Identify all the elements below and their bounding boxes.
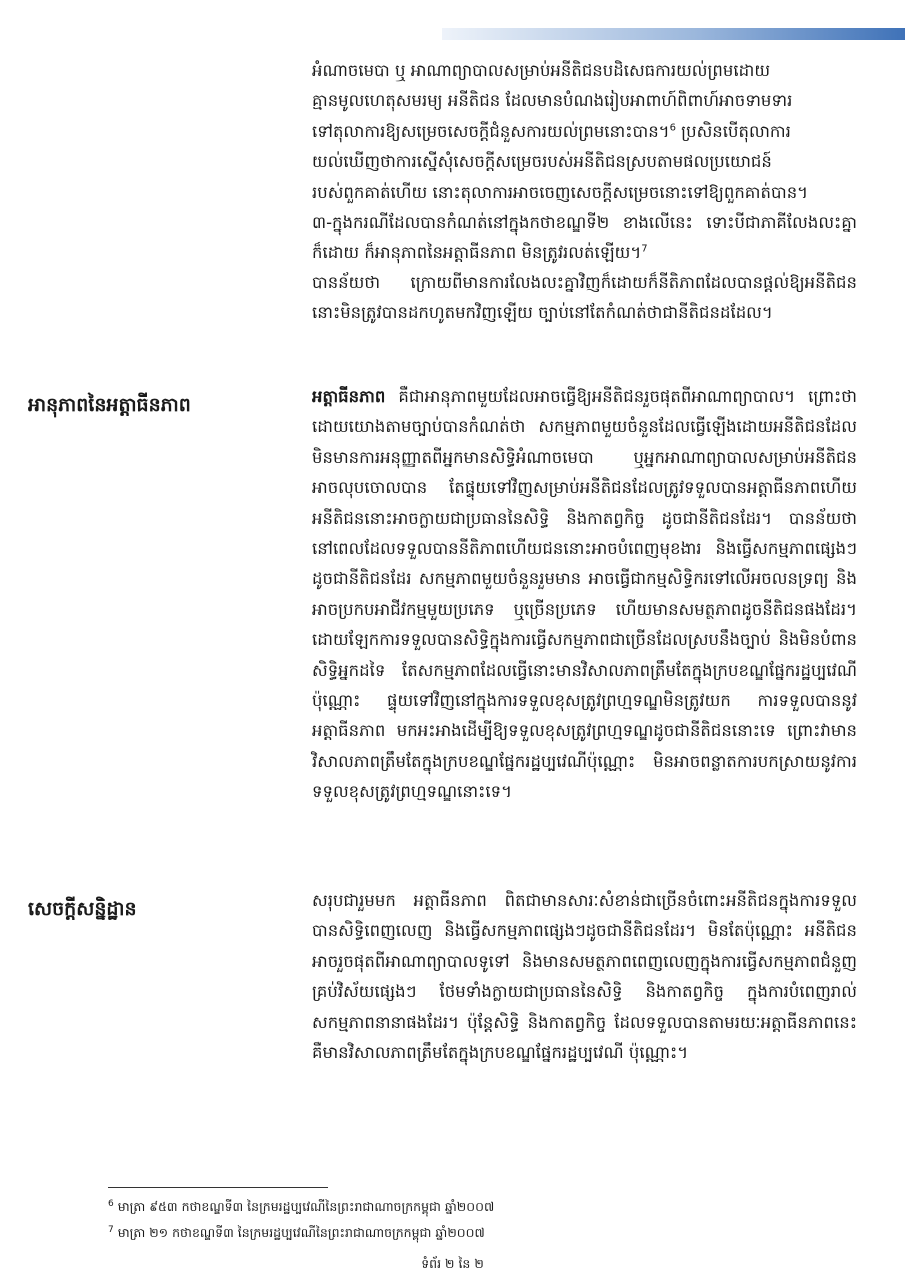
footnote-ref-6[interactable]: 6 bbox=[669, 122, 676, 134]
footnote-divider bbox=[108, 1187, 328, 1188]
intro-paragraph-2: ៣-ក្នុងករណីដែលបានកំណត់នៅក្នុងកថាខណ្ឌទី២ ខាងលើនេះ ទោះបីជាភាគីលែងលះគ្នាក៏ដោយ ក៏អានុភាពនៃអត្តាធីនភាព មិនត្រូវរលត់ឡើយ។$^7$ bbox=[312, 213, 857, 263]
page-number: ទំព័រ ២ នៃ ២ bbox=[421, 1256, 484, 1271]
section-effects-paragraph: អត្តាធីនភាព គឺជាអានុភាពមួយដែលអាចធ្វើឱ្យអនីតិជនរួចផុតពីអាណាព្យាបាល។ ព្រោះថា ដោយយោងតាមច្បាប់បានកំណត់ថា សកម្មភាពមួយចំនួនដែលធ្វើឡើងដោយអនីតិជនដែលមិនមានការអនុញ្ញាតពីអ្នកមានសិទ្ធិអំណាចមេបា ឬអ្នកអាណាព្យាបាលសម្រាប់អនីតិជនអាចលុបចោលបាន តែផ្ទុយទៅវិញសម្រាប់អនីតិជនដែលត្រូវទទួលបានអត្តាធីនភាពហើយអនីតិជននោះអាចក្លាយជាប្រធាននៃសិទ្ធិ និងកាតព្វកិច្ច ដូចជានីតិជនដែរ។ បានន័យថា នៅពេលដែលទទួលបាននីតិភាពហើយជននោះអាចបំពេញមុខងារ និងធ្វើសកម្មភាពផ្សេងៗដូចជានីតិជនដែរ សកម្មភាពមួយចំនួនរួមមាន អាចធ្វើជាកម្មសិទ្ធិករទៅលើអចលនទ្រព្យ និងអាចប្រកបអាជីវកម្មមួយប្រភេទ ឬច្រើនប្រភេទ ហើយមានសមត្ថភាពដូចនីតិជនផងដែរ។ ដោយឡែកការទទួលបានសិទ្ធិក្នុងការធ្វើសកម្មភាពជាច្រើនដែលស្របនឹងច្បាប់ និងមិនបំពានសិទ្ធិអ្នកដទៃ តែសកម្មភាពដែលធ្វើនោះមានវិសាលភាពត្រឹមតែក្នុងក្របខណ្ឌផ្នែករដ្ឋប្បវេណីប៉ុណ្ណោះ ផ្ទុយទៅវិញនៅក្នុងការទទួលខុសត្រូវព្រហ្មទណ្ឌមិនត្រូវយក ការទទួលបាននូវអត្តាធីនភាព មកអះអាងដើម្បីឱ្យទទួលខុសត្រូវព្រហ្មទណ្ឌដូចជានីតិជននោះទេ ព្រោះវាមានវិសាលភាពត្រឹមតែក្នុងក្របខណ្ឌផ្នែករដ្ឋប្បវេណីប៉ុណ្ណោះ មិនអាចពន្លាតការបកស្រាយនូវការទទួលខុសត្រូវព្រហ្មទណ្ឌនោះទេ។ bbox=[312, 387, 857, 802]
footnote-6: $^6$ មាត្រា ៩៥៣ កថាខណ្ឌទី៣ នៃក្រមរដ្ឋប្បវេណីនៃព្រះរាជាណាចក្រកម្ពុជា ឆ្នាំ២០០៧ bbox=[108, 1198, 495, 1214]
intro-paragraph-3: បានន័យថា ក្រោយពីមានការលែងលះគ្នាវិញក៏ដោយក៏នីតិភាពដែលបានផ្តល់ឱ្យអនីតិជននោះមិនត្រូវបានដកហូតមកវិញឡើយ ច្បាប់នៅតែកំណត់ថាជានីតិជនដដែល។ bbox=[312, 273, 857, 323]
footnote-7: $^7$ មាត្រា ២១ កថាខណ្ឌទី៣ នៃក្រមរដ្ឋប្បវេណីនៃព្រះរាជាណាចក្រកម្ពុជា ឆ្នាំ២០០៧ bbox=[108, 1224, 485, 1240]
section-heading-conclusion: សេចក្តីសន្និដ្ឋាន bbox=[28, 898, 137, 920]
section-conclusion-paragraph: សរុបជារួមមក អត្តាធីនភាព ពិតជាមានសារៈសំខាន់ជាច្រើនចំពោះអនីតិជនក្នុងការទទួលបានសិទ្ធិពេញលេញ និងធ្វើសកម្មភាពផ្សេងៗដូចជានីតិជនដែរ។ មិនតែប៉ុណ្ណោះ អនីតិជនអាចរួចផុតពីអាណាព្យាបាលទូទៅ និងមានសមត្ថភាពពេញលេញក្នុងការធ្វើសកម្មភាពជំនួញគ្រប់វិស័យផ្សេងៗ ថែមទាំងក្លាយជាប្រធាននៃសិទ្ធិ និងកាតព្វកិច្ច ក្នុងការបំពេញរាល់សកម្មភាពនានាផងដែរ។ ប៉ុន្តែសិទ្ធិ និងកាតព្វកិច្ច ដែលទទួលបានតាមរយៈអត្តាធីនភាពនេះ គឺមានវិសាលភាពត្រឹមតែក្នុងក្របខណ្ឌផ្នែករដ្ឋប្បវេណី ប៉ុណ្ណោះ។ bbox=[312, 891, 857, 1063]
footnote-ref-7[interactable]: 7 bbox=[641, 243, 648, 255]
intro-paragraph-1: អំណាចមេបា ឬ អាណាព្យាបាលសម្រាប់អនីតិជនបដិសេធការយល់ព្រមដោយ គ្មានមូលហេតុសមរម្យ អនីតិជន ដែលមានបំណងរៀបអាពាហ៍ពិពាហ៍អាចទាមទារ ទៅតុលាការឱ្យសម្រេចសេចក្តីជំនួសការយល់ព្រមនោះបាន។$^6$ ប្រសិនបើតុលាការ យល់ឃើញថាការស្នើសុំសេចក្តីសម្រេចរបស់អនីតិជនស្របតាមផលប្រយោជន៍ របស់ពួកគាត់ហើយ នោះតុលាការអាចចេញសេចក្តីសម្រេចនោះទៅឱ្យពួកគាត់បាន។ bbox=[312, 61, 809, 202]
section-heading-effects: អានុភាពនៃអត្តាធីនភាព bbox=[28, 394, 191, 416]
term-emancipation: អត្តាធីនភាព bbox=[312, 387, 386, 406]
header-accent-bar bbox=[442, 28, 905, 40]
